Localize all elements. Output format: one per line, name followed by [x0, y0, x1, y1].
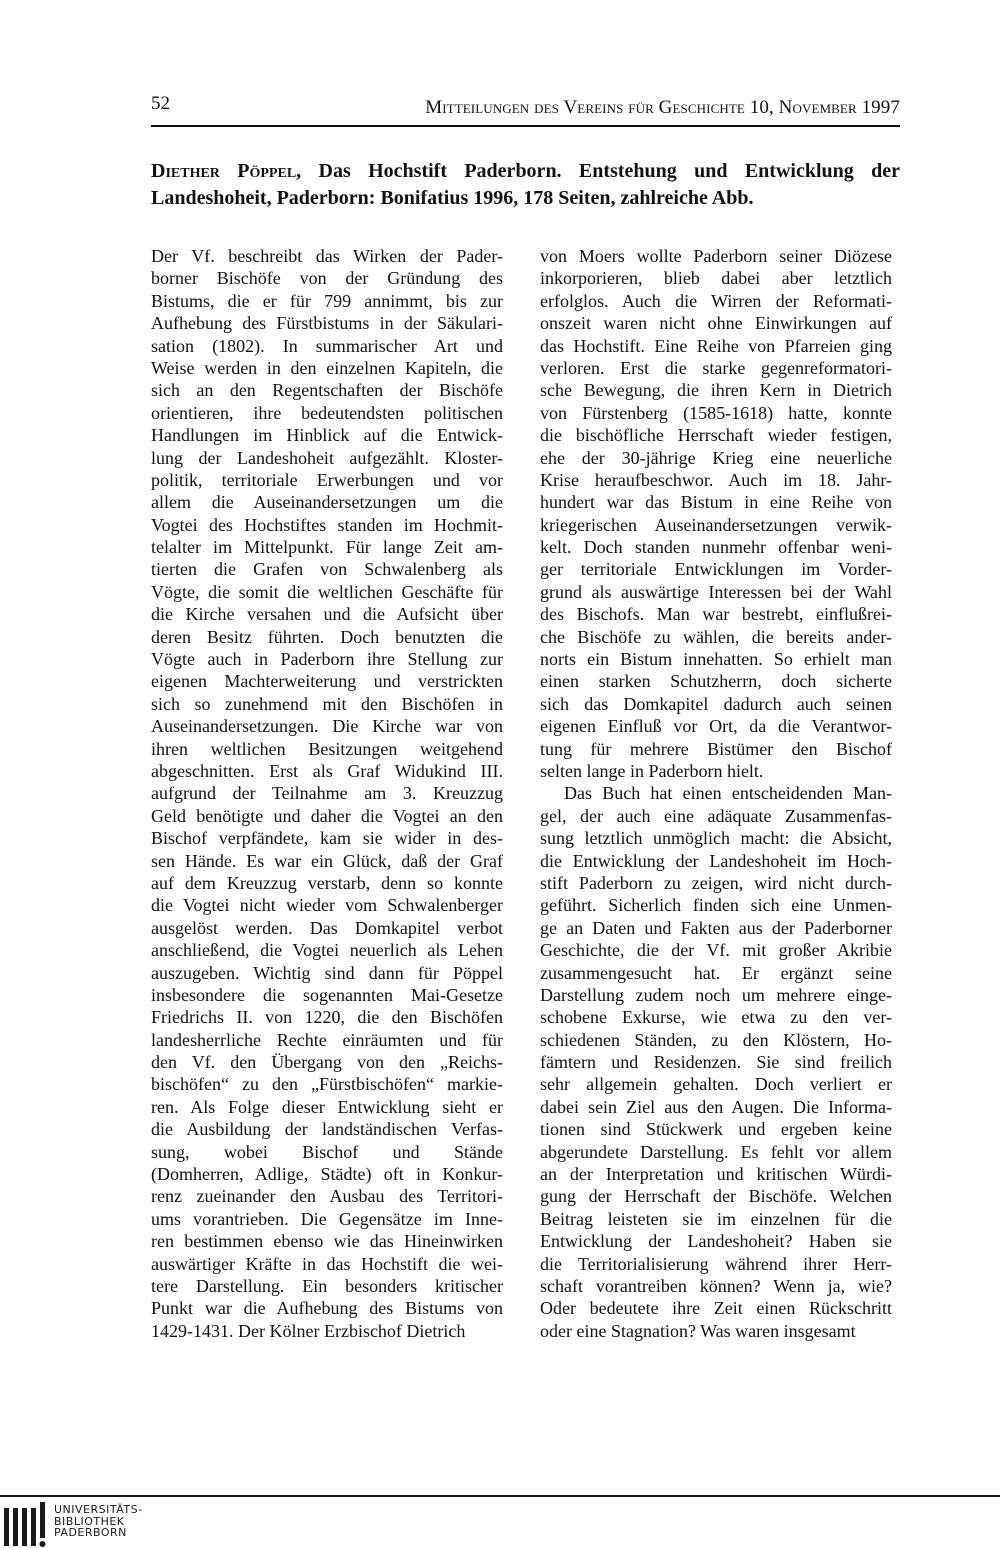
running-head: Mitteilungen des Vereins für Geschichte 10, November 1997 — [425, 97, 900, 118]
text-line: sen Hände. Es war ein Glück, daß der Graf — [151, 850, 503, 871]
library-stamp — [0, 1500, 200, 1548]
library-stamp-line-1: UNIVERSITÄTS- — [54, 1503, 143, 1516]
text-line: insbesondere die sogenannten Mai-Gesetze — [151, 984, 503, 1005]
text-line: 1429-1431. Der Kölner Erzbischof Dietrich — [151, 1320, 466, 1341]
text-column-left — [151, 245, 503, 1342]
text-line: einen starken Schutzherrn, doch sicherte — [540, 671, 892, 692]
text-line: sich das Domkapitel dadurch auch seinen — [540, 693, 892, 714]
text-line: deren Besitz führten. Doch benutzten die — [151, 626, 503, 647]
text-line: grund als auswärtige Interessen bei der Wahl — [540, 581, 892, 602]
text-line: dabei sein Ziel aus den Augen. Die Informa- — [540, 1096, 892, 1117]
text-line: ausgelöst werden. Das Domkapitel verbot — [151, 917, 503, 938]
text-line: abgerundete Darstellung. Es fehlt vor allem — [540, 1141, 892, 1162]
text-line: landesherrliche Rechte einräumten und für — [151, 1029, 503, 1050]
text-line: Vögte auch in Paderborn ihre Stellung zur — [151, 649, 503, 670]
bottom-rule — [0, 1495, 1000, 1497]
text-line: Auseinandersetzungen. Die Kirche war von — [151, 716, 503, 737]
text-column-right — [540, 245, 892, 1342]
text-line: anschließend, die Vogtei neuerlich als Lehen — [151, 940, 503, 961]
text-line: allem die Auseinandersetzungen um die — [151, 492, 503, 513]
text-line: Aufhebung des Fürstbistums in der Säkulari- — [151, 313, 503, 334]
text-line: die Kirche versahen und die Aufsicht über — [151, 604, 503, 625]
text-line: (Domherren, Adlige, Städte) oft in Konkur- — [151, 1164, 503, 1185]
text-line: Punkt war die Aufhebung des Bistums von — [151, 1298, 503, 1319]
text-line: auf dem Kreuzzug verstarb, denn so konnte — [151, 872, 503, 893]
text-line: sche Bewegung, die ihren Kern in Dietrich — [540, 380, 892, 401]
text-line: die Ausbildung der landständischen Verfas- — [151, 1119, 503, 1140]
text-line: abgeschnitten. Erst als Graf Widukind III. — [151, 760, 503, 781]
text-line: Entwicklung der Landeshoheit? Haben sie — [540, 1231, 892, 1252]
text-line: che Bischöfe zu wählen, die bereits ander- — [540, 626, 892, 647]
text-line: renz zueinander den Ausbau des Territori- — [151, 1186, 503, 1207]
text-line: Darstellung zudem noch um mehrere einge- — [540, 984, 892, 1005]
text-line: politik, territoriale Erwerbungen und vor — [151, 469, 503, 490]
text-line: ger territoriale Entwicklungen im Vorder- — [540, 559, 892, 580]
text-line: eigenen Machterweiterung und verstrickten — [151, 671, 503, 692]
text-line: Geld benötigte und daher die Vogtei an den — [151, 805, 503, 826]
library-stamp-text — [54, 1504, 143, 1539]
text-line: telalter im Mittelpunkt. Für lange Zeit am- — [151, 537, 503, 558]
text-line: gel, der auch eine adäquate Zusammenfas- — [540, 805, 892, 826]
text-line: Geschichte, die der Vf. mit großer Akribie — [540, 940, 892, 961]
text-line: erfolglos. Auch die Wirren der Reformati- — [540, 290, 892, 311]
text-line: kriegerischen Auseinandersetzungen verwik- — [540, 514, 892, 535]
text-line: sich so zunehmend mit den Bischöfen in — [151, 693, 503, 714]
text-line: verloren. Erst die starke gegenreformatori- — [540, 357, 892, 378]
text-line: Oder bedeutete ihre Zeit einen Rückschritt — [540, 1298, 892, 1319]
text-line: ehe der 30-jährige Krieg eine neuerliche — [540, 447, 892, 468]
text-line: geführt. Sicherlich finden sich eine Unmen- — [540, 895, 892, 916]
text-line: borner Bischöfe von der Gründung des — [151, 268, 503, 289]
library-barcode-icon — [2, 1502, 50, 1548]
text-line: lung der Landeshoheit aufgezählt. Kloster- — [151, 447, 503, 468]
heading-author: Diether Pöppel, — [151, 160, 302, 182]
text-line: von Fürstenberg (1585-1618) hatte, konnte — [540, 402, 892, 423]
library-stamp-line-3: PADERBORN — [54, 1526, 127, 1539]
text-line: eigenen Einfluß vor Ort, da die Verantwor- — [540, 716, 892, 737]
text-line: Weise werden in den einzelnen Kapiteln, die — [151, 357, 503, 378]
text-line: ren bestimmen ebenso wie das Hineinwirken — [151, 1231, 503, 1252]
text-line: Vögte, die somit die weltlichen Geschäfte für — [151, 581, 503, 602]
text-line: sung, wobei Bischof und Stände — [151, 1141, 503, 1162]
text-line: die Territorialisierung während ihrer Herr- — [540, 1253, 892, 1274]
text-line: auszugeben. Wichtig sind dann für Pöppel — [151, 962, 503, 983]
text-line: gung der Herrschaft der Bischöfe. Welchen — [540, 1186, 892, 1207]
text-line: stift Paderborn zu zeigen, wird nicht durch- — [540, 872, 892, 893]
text-line: norts ein Bistum innehatten. So erhielt man — [540, 649, 892, 670]
text-line: Das Buch hat einen entscheidenden Man- — [564, 783, 892, 804]
text-line: des Bischofs. Man war bestrebt, einflußrei- — [540, 604, 892, 625]
text-line: ge an Daten und Fakten aus der Paderborner — [540, 917, 892, 938]
text-line: aufgrund der Teilnahme am 3. Kreuzzug — [151, 783, 503, 804]
text-line: oder eine Stagnation? Was waren insgesamt — [540, 1320, 856, 1341]
text-line: sehr allgemein gehalten. Doch verliert er — [540, 1074, 892, 1095]
text-line: an der Interpretation und kritischen Würdi- — [540, 1164, 892, 1185]
text-line: orientieren, ihre bedeutendsten politischen — [151, 402, 503, 423]
text-line: auswärtiger Kräfte in das Hochstift die wei- — [151, 1253, 503, 1274]
text-line: Vogtei des Hochstiftes standen im Hochmit- — [151, 514, 503, 535]
text-line: Beitrag leisteten sie im einzelnen für die — [540, 1208, 892, 1229]
text-line: Krise heraufbeschwor. Auch im 18. Jahr- — [540, 469, 892, 490]
text-line: kelt. Doch standen nunmehr offenbar weni- — [540, 537, 892, 558]
text-line: sation (1802). In summarischer Art und — [151, 335, 503, 356]
text-line: ihren weltlichen Besitzungen weitgehend — [151, 738, 503, 759]
header-rule — [151, 125, 900, 127]
text-line: Handlungen im Hinblick auf die Entwick- — [151, 425, 503, 446]
library-stamp-line-2: BIBLIOTHEK — [54, 1514, 125, 1528]
text-line: sich an den Regentschaften der Bischöfe — [151, 380, 503, 401]
text-line: schaft vorantreiben können? Wenn ja, wie? — [540, 1275, 892, 1296]
text-line: tung für mehrere Bistümer den Bischof — [540, 738, 892, 759]
article-heading — [151, 158, 900, 212]
text-line: fämtern und Residenzen. Sie sind freilich — [540, 1052, 892, 1073]
text-line: die bischöfliche Herrschaft wieder festigen, — [540, 425, 892, 446]
text-line: inkorporieren, blieb dabei aber letztlich — [540, 268, 892, 289]
text-line: hundert war das Bistum in eine Reihe von — [540, 492, 892, 513]
text-line: Friedrichs II. von 1220, die den Bischöfen — [151, 1007, 503, 1028]
text-line: onszeit waren nicht ohne Einwirkungen auf — [540, 313, 892, 334]
text-line: von Moers wollte Paderborn seiner Diözese — [540, 246, 892, 266]
heading-title: Das Hochstift Paderborn. Entstehung und Entwicklung der Landeshoheit, Paderborn: Bonifatius 1996, 178 Seiten, zahlreiche Abb. — [151, 160, 900, 209]
page-number: 52 — [151, 93, 170, 114]
text-line: tere Darstellung. Ein besonders kritischer — [151, 1275, 503, 1296]
text-line: ums vorantrieben. Die Gegensätze im Inne- — [151, 1208, 503, 1229]
text-line: Bischof verpfändete, kam sie wider in des- — [151, 828, 503, 849]
text-line: Bistums, die er für 799 annimmt, bis zur — [151, 290, 503, 311]
text-line: schobene Exkurse, wie etwa zu den ver- — [540, 1007, 892, 1028]
text-line: schiedenen Ständen, zu den Klöstern, Ho- — [540, 1029, 892, 1050]
text-line: bischöfen“ zu den „Fürstbischöfen“ markie- — [151, 1074, 503, 1095]
text-line: die Entwicklung der Landeshoheit im Hoch- — [540, 850, 892, 871]
text-line: tionen sind Stückwerk und ergeben keine — [540, 1119, 892, 1140]
text-line: selten lange in Paderborn hielt. — [540, 760, 764, 781]
text-line: tierten die Grafen von Schwalenberg als — [151, 559, 503, 580]
text-line: den Vf. den Übergang von den „Reichs- — [151, 1052, 503, 1073]
text-line: zusammengesucht hat. Er ergänzt seine — [540, 962, 892, 983]
text-line: die Vogtei nicht wieder vom Schwalenberger — [151, 895, 503, 916]
text-line: ren. Als Folge dieser Entwicklung sieht er — [151, 1096, 503, 1117]
text-line: das Hochstift. Eine Reihe von Pfarreien ging — [540, 335, 892, 356]
text-line: Der Vf. beschreibt das Wirken der Pader- — [151, 246, 503, 266]
text-line: sung letztlich unmöglich macht: die Absicht, — [540, 828, 892, 849]
